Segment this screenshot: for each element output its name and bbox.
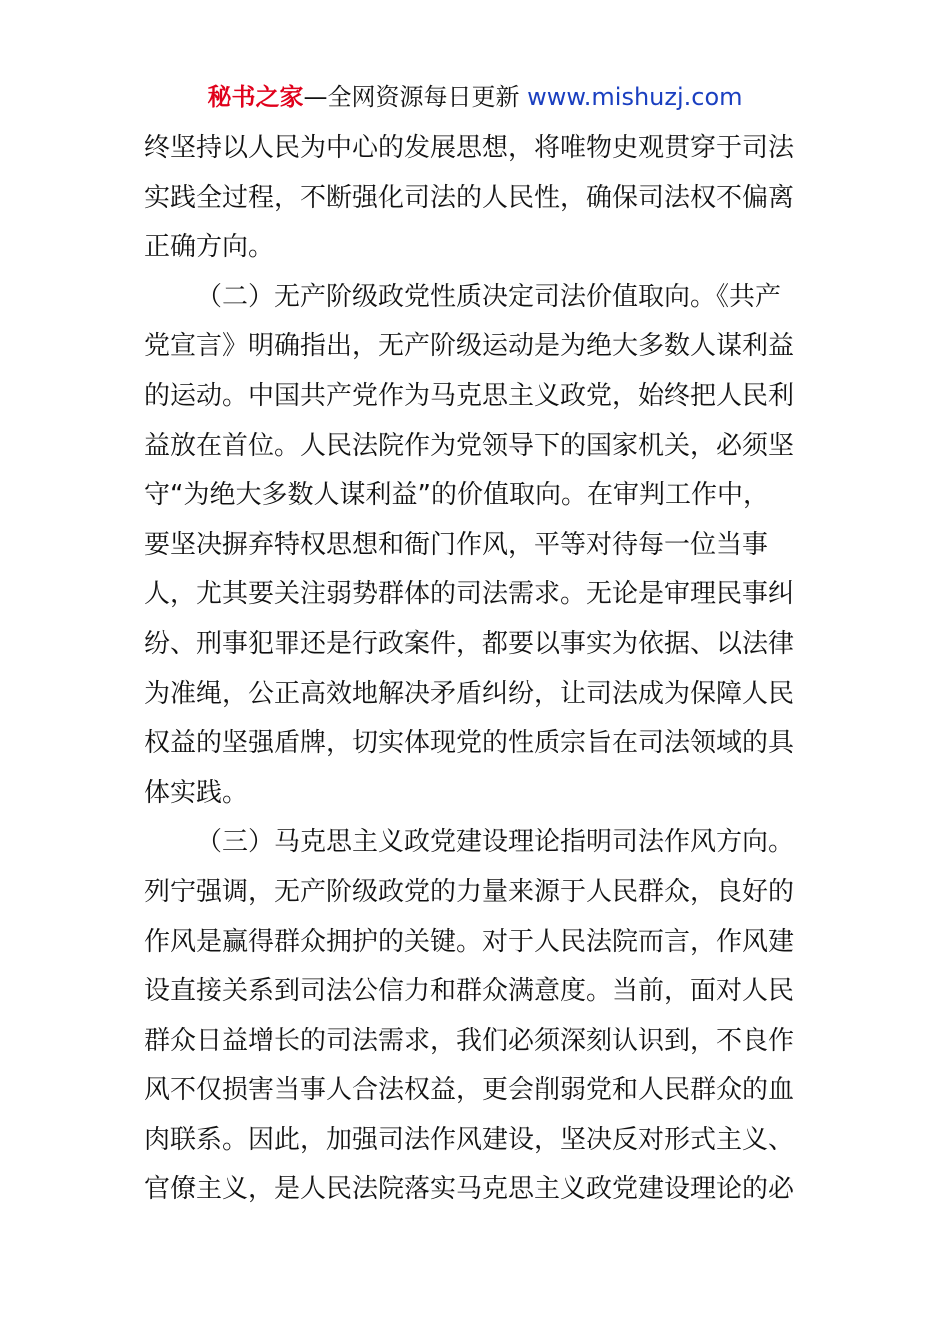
text-line: 作风是赢得群众拥护的关键。对于人民法院而言，作风建 — [144, 926, 795, 957]
text-line: 设直接关系到司法公信力和群众满意度。当前，面对人民 — [144, 976, 795, 1007]
text-line: 党宣言》明确指出，无产阶级运动是为绝大多数人谋利益 — [144, 331, 795, 362]
text-line: 正确方向。 — [144, 232, 275, 263]
text-line: 列宁强调，无产阶级政党的力量来源于人民群众，良好的 — [144, 876, 795, 907]
text-line: 实践全过程，不断强化司法的人民性，确保司法权不偏离 — [144, 182, 795, 213]
header-tagline: —全网资源每日更新 — [303, 83, 528, 111]
text-line: 人，尤其要关注弱势群体的司法需求。无论是审理民事纠 — [144, 579, 795, 610]
text-line: 纷、刑事犯罪还是行政案件，都要以事实为依据、以法律 — [144, 628, 795, 659]
text-line: 权益的坚强盾牌，切实体现党的性质宗旨在司法领域的具 — [144, 728, 795, 759]
text-line: 体实践。 — [144, 777, 249, 808]
text-line: 群众日益增长的司法需求，我们必须深刻认识到，不良作 — [144, 1025, 795, 1056]
text-line: 要坚决摒弃特权思想和衙门作风，平等对待每一位当事 — [144, 529, 769, 560]
section-heading-line: （二）无产阶级政党性质决定司法价值取向。《共产 — [196, 281, 782, 312]
section-heading-line: （三）马克思主义政党建设理论指明司法作风方向。 — [196, 827, 795, 858]
text-line: 官僚主义，是人民法院落实马克思主义政党建设理论的必 — [144, 1174, 795, 1205]
text-line: 肉联系。因此，加强司法作风建设，坚决反对形式主义、 — [144, 1124, 795, 1155]
text-line: 益放在首位。人民法院作为党领导下的国家机关，必须坚 — [144, 430, 795, 461]
text-line: 为准绳，公正高效地解决矛盾纠纷，让司法成为保障人民 — [144, 678, 795, 709]
header-site-link[interactable]: www.mishuzj.com — [527, 83, 743, 111]
page-header — [0, 80, 950, 114]
header-brand: 秘书之家 — [207, 83, 304, 111]
document-body — [144, 124, 808, 1215]
text-line: 终坚持以人民为中心的发展思想，将唯物史观贯穿于司法 — [144, 133, 795, 163]
text-line: 守“为绝大多数人谋利益”的价值取向。在审判工作中， — [144, 480, 769, 511]
text-line: 风不仅损害当事人合法权益，更会削弱党和人民群众的血 — [144, 1075, 795, 1106]
text-line: 的运动。中国共产党作为马克思主义政党，始终把人民利 — [144, 380, 795, 411]
